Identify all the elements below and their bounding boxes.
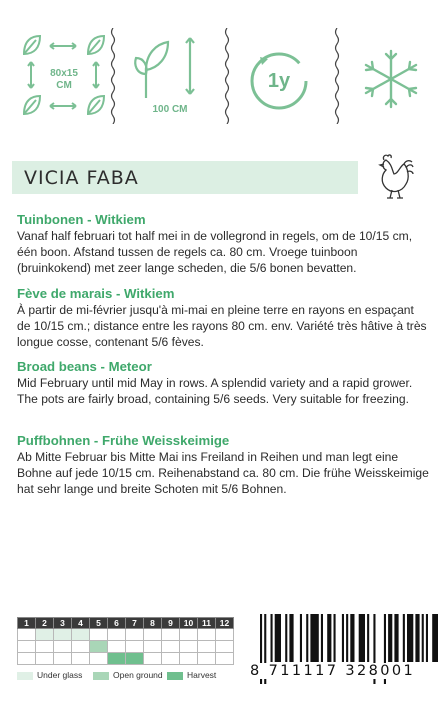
species-title-band (12, 161, 358, 194)
month-cell: 11 (198, 618, 216, 629)
month-cell: 4 (72, 618, 90, 629)
calendar-cell (198, 641, 216, 653)
divider-zigzag-icon (110, 28, 116, 124)
legend-label: Under glass (37, 670, 83, 680)
section-heading: Broad beans - Meteor (17, 359, 152, 374)
icons-band (0, 0, 442, 150)
legend-swatch (17, 672, 33, 680)
calendar-cell (36, 653, 54, 665)
calendar-cell (90, 641, 108, 653)
calendar-table (17, 617, 234, 665)
species-title: VICIA FABA (24, 167, 139, 189)
calendar-cell (54, 653, 72, 665)
legend-under-glass (17, 670, 82, 680)
calendar-cell (18, 629, 36, 641)
month-cell: 3 (54, 618, 72, 629)
calendar-row-harvest (18, 653, 234, 665)
calendar-cell (216, 653, 234, 665)
calendar-cell (108, 653, 126, 665)
height-label: 100 CM (152, 104, 188, 115)
divider-zigzag-icon (224, 28, 230, 124)
barcode-number: 8 711117 328001 (250, 663, 438, 679)
barcode-bar (422, 614, 424, 662)
calendar-row-under-glass (18, 629, 234, 641)
calendar-cell (72, 653, 90, 665)
calendar-cell (162, 653, 180, 665)
section-body: Ab Mitte Februar bis Mitte Mai ins Freiland in Reihen und man legt eine Bohne auf jede 10/15 cm. Reihenabstand ca. 80 cm. Die frühe Weisskeimige hat sehr lange und breite Schoten mit 5/6 Bohnen. (17, 450, 429, 496)
calendar-cell (180, 653, 198, 665)
month-cell: 5 (90, 618, 108, 629)
calendar-cell (108, 641, 126, 653)
barcode-bar (321, 614, 323, 662)
barcode-bar (426, 614, 428, 662)
month-cell: 8 (144, 618, 162, 629)
barcode-bar (350, 614, 354, 662)
barcode-bar (403, 614, 405, 662)
calendar-cell (18, 653, 36, 665)
calendar-cell (108, 629, 126, 641)
calendar-cell (126, 653, 144, 665)
calendar-cell (198, 653, 216, 665)
month-cell: 12 (216, 618, 234, 629)
barcode-bar (327, 614, 331, 662)
month-cell: 1 (18, 618, 36, 629)
section-english (17, 359, 429, 407)
section-body: À partir de mi-février jusqu'à mi-mai en pleine terre en rayons en espaçant de 10/15 cm.; distance entre les rayons 80 cm. env. Variété très hâtive à très longue cosse, contenant 5/6 fèves. (17, 303, 427, 349)
calendar-cell (18, 641, 36, 653)
barcode-bar (275, 614, 281, 662)
section-heading: Puffbohnen - Frühe Weisskeimige (17, 433, 230, 448)
calendar-cell (198, 629, 216, 641)
calendar-cell (162, 629, 180, 641)
calendar-cell (126, 641, 144, 653)
spacing-value: 80x15 (50, 68, 78, 79)
calendar-month-row (18, 618, 234, 629)
calendar-cell (54, 641, 72, 653)
calendar-cell (54, 629, 72, 641)
barcode-bar (300, 614, 302, 662)
snowflake-icon (360, 48, 422, 110)
barcode-bar (388, 614, 392, 662)
section-dutch (17, 212, 429, 276)
calendar-cell (144, 641, 162, 653)
spacing-label (36, 68, 92, 92)
section-heading: Fève de marais - Witkiem (17, 286, 175, 301)
month-cell: 2 (36, 618, 54, 629)
plant-height-icon (132, 34, 212, 100)
calendar-cell (90, 629, 108, 641)
section-heading: Tuinbonen - Witkiem (17, 212, 146, 227)
legend-open-ground (93, 670, 163, 680)
sowing-calendar (17, 617, 234, 665)
calendar-cell (126, 629, 144, 641)
calendar-cell (72, 629, 90, 641)
legend-swatch (167, 672, 183, 680)
barcode-bar (394, 614, 398, 662)
section-french (17, 286, 429, 350)
divider-zigzag-icon (334, 28, 340, 124)
barcode-image (252, 614, 438, 692)
month-cell: 9 (162, 618, 180, 629)
barcode-bar (415, 614, 419, 662)
barcode-bar (346, 614, 348, 662)
rooster-icon (370, 152, 414, 200)
calendar-row-open-ground (18, 641, 234, 653)
month-cell: 7 (126, 618, 144, 629)
section-body: Vanaf half februari tot half mei in de vollegrond in regels, om de 10/15 cm, één boon. Afstand tussen de regels ca. 80 cm. Vroege tuinboon (bruinkokend) met zeer lange scheden, die 5/6 bonen bevatten. (17, 229, 413, 275)
barcode-bar (285, 614, 287, 662)
barcode-bar (271, 614, 273, 662)
legend-label: Open ground (113, 670, 163, 680)
calendar-cell (216, 629, 234, 641)
calendar-cell (36, 641, 54, 653)
calendar-cell (180, 629, 198, 641)
calendar-cell (180, 641, 198, 653)
barcode-bar (407, 614, 413, 662)
legend-swatch (93, 672, 109, 680)
barcode-bar (432, 614, 438, 662)
barcode-bar (310, 614, 318, 662)
barcode-bar (334, 614, 336, 662)
calendar-cell (36, 629, 54, 641)
calendar-cell (72, 641, 90, 653)
calendar-cell (162, 641, 180, 653)
calendar-cell (90, 653, 108, 665)
calendar-cell (144, 629, 162, 641)
spacing-unit: CM (56, 80, 72, 91)
lifecycle-label: 1y (267, 70, 291, 92)
month-cell: 6 (108, 618, 126, 629)
section-german (17, 433, 429, 497)
barcode-bar (289, 614, 293, 662)
calendar-cell (216, 641, 234, 653)
legend-harvest (167, 670, 216, 680)
barcode-bar (359, 614, 365, 662)
barcode-bar (342, 614, 344, 662)
calendar-cell (144, 653, 162, 665)
barcode-bar (306, 614, 308, 662)
month-cell: 10 (180, 618, 198, 629)
barcode-bar (367, 614, 369, 662)
legend-label: Harvest (187, 670, 217, 680)
section-body: Mid February until mid May in rows. A splendid variety and a rapid grower. The pots are fairly broad, containing 5/6 seeds. Very suitable for freezing. (17, 376, 413, 406)
